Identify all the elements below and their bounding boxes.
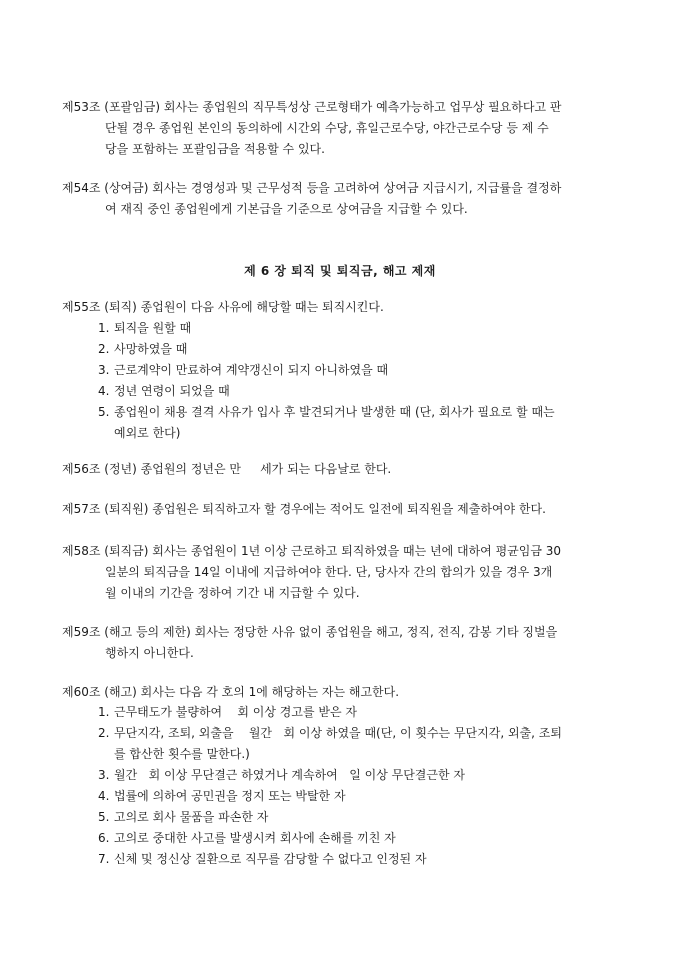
list-item: 5. 종업원이 채용 결격 사유가 입사 후 발견되거나 발생한 때 (단, 회사가 필요로 할 때는 예외로 한다) xyxy=(98,405,555,440)
list-item: 1. 퇴직을 원할 때 xyxy=(98,321,192,335)
list-item: 1. 근무태도가 불량하여 회 이상 경고를 받은 자 xyxy=(98,705,357,719)
article-57-line-1: 제57조 (퇴직원) 종업원은 퇴직하고자 할 경우에는 적어도 일전에 퇴직원을 제출하여야 한다. xyxy=(62,502,546,516)
article-56 xyxy=(62,459,624,480)
article-53 xyxy=(62,97,624,160)
article-58 xyxy=(62,541,624,604)
article-56-line-1: 제56조 (정년) 종업원의 정년은 만 세가 되는 다음날로 한다. xyxy=(62,462,392,476)
article-60-line-1: 제60조 (해고) 회사는 다음 각 호의 1에 해당하는 자는 해고한다. xyxy=(62,685,400,699)
list-item: 6. 고의로 중대한 사고를 발생시켜 회사에 손해를 끼친 자 xyxy=(98,831,396,845)
list-item: 4. 정년 연령이 되었을 때 xyxy=(98,384,230,398)
article-59-line-1: 제59조 (해고 등의 제한) 회사는 정당한 사유 없이 종업원을 해고, 정직, 전직, 감봉 기타 징벌을 xyxy=(62,625,558,639)
article-59-line-2: 행하지 아니한다. xyxy=(105,646,194,660)
article-58-line-2: 일분의 퇴직금을 14일 이내에 지급하여야 한다. 단, 당사자 간의 합의가 있을 경우 3개 xyxy=(105,565,553,579)
list-item: 3. 월간 회 이상 무단결근 하였거나 계속하여 일 이상 무단결근한 자 xyxy=(98,768,465,782)
article-58-line-1: 제58조 (퇴직금) 회사는 종업원이 1년 이상 근로하고 퇴직하였을 때는 년에 대하여 평균임금 30 xyxy=(62,544,562,558)
article-57 xyxy=(62,499,624,520)
list-item: 5. 고의로 회사 물품을 파손한 자 xyxy=(98,810,269,824)
article-54 xyxy=(62,178,624,220)
article-58-line-3: 월 이내의 기간을 정하여 기간 내 지급할 수 있다. xyxy=(105,586,360,600)
list-item: 2. 무단지각, 조퇴, 외출을 월간 회 이상 하였을 때(단, 이 횟수는 무단지각, 외출, 조퇴 를 합산한 횟수를 말한다.) xyxy=(98,726,562,761)
list-item: 2. 사망하였을 때 xyxy=(98,342,188,356)
article-54-line-1: 제54조 (상여금) 회사는 경영성과 및 근무성적 등을 고려하여 상여금 지급시기, 지급률을 결정하 xyxy=(62,181,562,195)
list-item: 3. 근로계약이 만료하여 계약갱신이 되지 아니하였을 때 xyxy=(98,363,389,377)
article-53-line-2: 단될 경우 종업원 본인의 동의하에 시간외 수당, 휴일근로수당, 야간근로수당 등 제 수 xyxy=(105,121,549,135)
article-54-line-2: 여 재직 중인 종업원에게 기본급을 기준으로 상여금을 지급할 수 있다. xyxy=(105,202,468,216)
article-60 xyxy=(62,682,624,703)
chapter-6-heading: 제 6 장 퇴직 및 퇴직금, 해고 제재 xyxy=(244,264,436,278)
article-60-list xyxy=(98,702,624,870)
article-55 xyxy=(62,297,624,318)
list-item: 7. 신체 및 정신상 질환으로 직무를 감당할 수 없다고 인정된 자 xyxy=(98,852,427,866)
article-53-line-1: 제53조 (포괄임금) 회사는 종업원의 직무특성상 근로형태가 예측가능하고 업무상 필요하다고 판 xyxy=(62,100,562,114)
article-53-line-3: 당을 포함하는 포괄임금을 적용할 수 있다. xyxy=(105,142,325,156)
article-55-list xyxy=(98,318,624,444)
article-59 xyxy=(62,622,624,664)
article-55-line-1: 제55조 (퇴직) 종업원이 다음 사유에 해당할 때는 퇴직시킨다. xyxy=(62,300,384,314)
list-item: 4. 법률에 의하여 공민권을 정지 또는 박탈한 자 xyxy=(98,789,346,803)
